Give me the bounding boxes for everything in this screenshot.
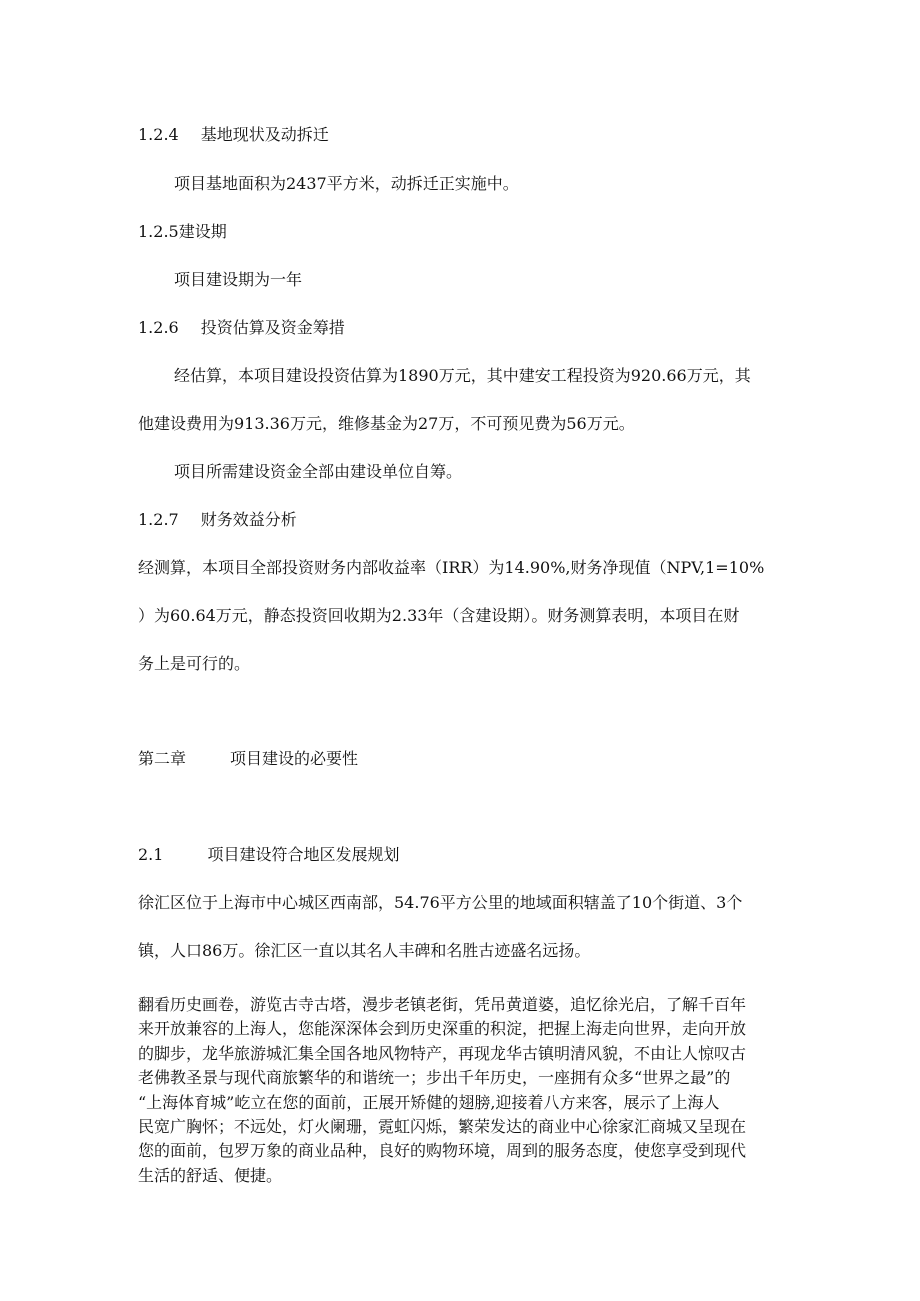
chapter-2-heading [138, 749, 358, 769]
paragraph-line: “上海体育城”屹立在您的面前，正展开矫健的翅膀,迎接着八方来客，展示了上海人 [138, 1092, 720, 1112]
paragraph-line: 老佛教圣景与现代商旅繁华的和谐统一；步出千年历史，一座拥有众多“世界之最”的 [138, 1068, 731, 1088]
paragraph-financial-line-1: 经测算，本项目全部投资财务内部收益率（IRR）为14.90%,财务净现值（NPV,1=10% [138, 558, 765, 577]
paragraph-line: 来开放兼容的上海人，您能深深体会到历史深重的积淀，把握上海走向世界，走向开放 [138, 1019, 747, 1039]
section-number: 2.1 [138, 845, 164, 864]
chapter-title: 项目建设的必要性 [230, 749, 359, 768]
paragraph-funding: 项目所需建设资金全部由建设单位自筹。 [174, 462, 463, 481]
heading-2-1 [138, 845, 399, 865]
section-title: 基地现状及动拆迁 [200, 125, 329, 144]
heading-1-2-7 [138, 510, 297, 530]
paragraph-xuhui-line-2: 镇，人口86万。徐汇区一直以其名人丰碑和名胜古迹盛名远扬。 [138, 941, 591, 960]
section-number: 1.2.7 [138, 510, 179, 529]
section-number: 1.2.6 [138, 318, 179, 337]
heading-1-2-4 [138, 125, 329, 145]
heading-1-2-6 [138, 318, 345, 338]
paragraph-investment-line-2: 他建设费用为913.36万元，维修基金为27万，不可预见费为56万元。 [138, 414, 635, 433]
paragraph-line: 翻看历史画卷，游览古寺古塔，漫步老镇老街，凭吊黄道婆，追忆徐光启，了解千百年 [138, 995, 747, 1014]
section-title: 项目建设符合地区发展规划 [207, 845, 400, 864]
paragraph-xuhui-line-1: 徐汇区位于上海市中心城区西南部，54.76平方公里的地域面积辖盖了10个街道、3个 [138, 893, 743, 912]
paragraph-line: 的脚步，龙华旅游城汇集全国各地风物特产，再现龙华古镇明清风貌，不由让人惊叹古 [138, 1043, 747, 1063]
paragraph-investment-line-1: 经估算，本项目建设投资估算为1890万元，其中建安工程投资为920.66万元，其 [174, 366, 751, 385]
paragraph-financial-line-2: ）为60.64万元，静态投资回收期为2.33年（含建设期）。财务测算表明，本项目在财 [138, 606, 740, 625]
paragraph-site-area: 项目基地面积为2437平方米，动拆迁正实施中。 [174, 174, 519, 193]
paragraph-history [138, 993, 788, 1188]
paragraph-line: 生活的舒适、便捷。 [138, 1165, 283, 1185]
paragraph-line: 您的面前，包罗万象的商业品种，良好的购物环境，周到的服务态度，使您享受到现代 [138, 1141, 747, 1161]
heading-1-2-5: 1.2.5建设期 [138, 222, 227, 241]
paragraph-line: 民宽广胸怀；不远处，灯火阑珊，霓虹闪烁，繁荣发达的商业中心徐家汇商城又呈现在 [138, 1117, 747, 1137]
section-number: 1.2.4 [138, 125, 179, 144]
paragraph-construction-period: 项目建设期为一年 [174, 270, 303, 289]
section-title: 投资估算及资金筹措 [200, 318, 345, 337]
section-title: 财务效益分析 [200, 510, 297, 529]
chapter-label: 第二章 [138, 749, 187, 768]
paragraph-financial-line-3: 务上是可行的。 [138, 654, 251, 673]
